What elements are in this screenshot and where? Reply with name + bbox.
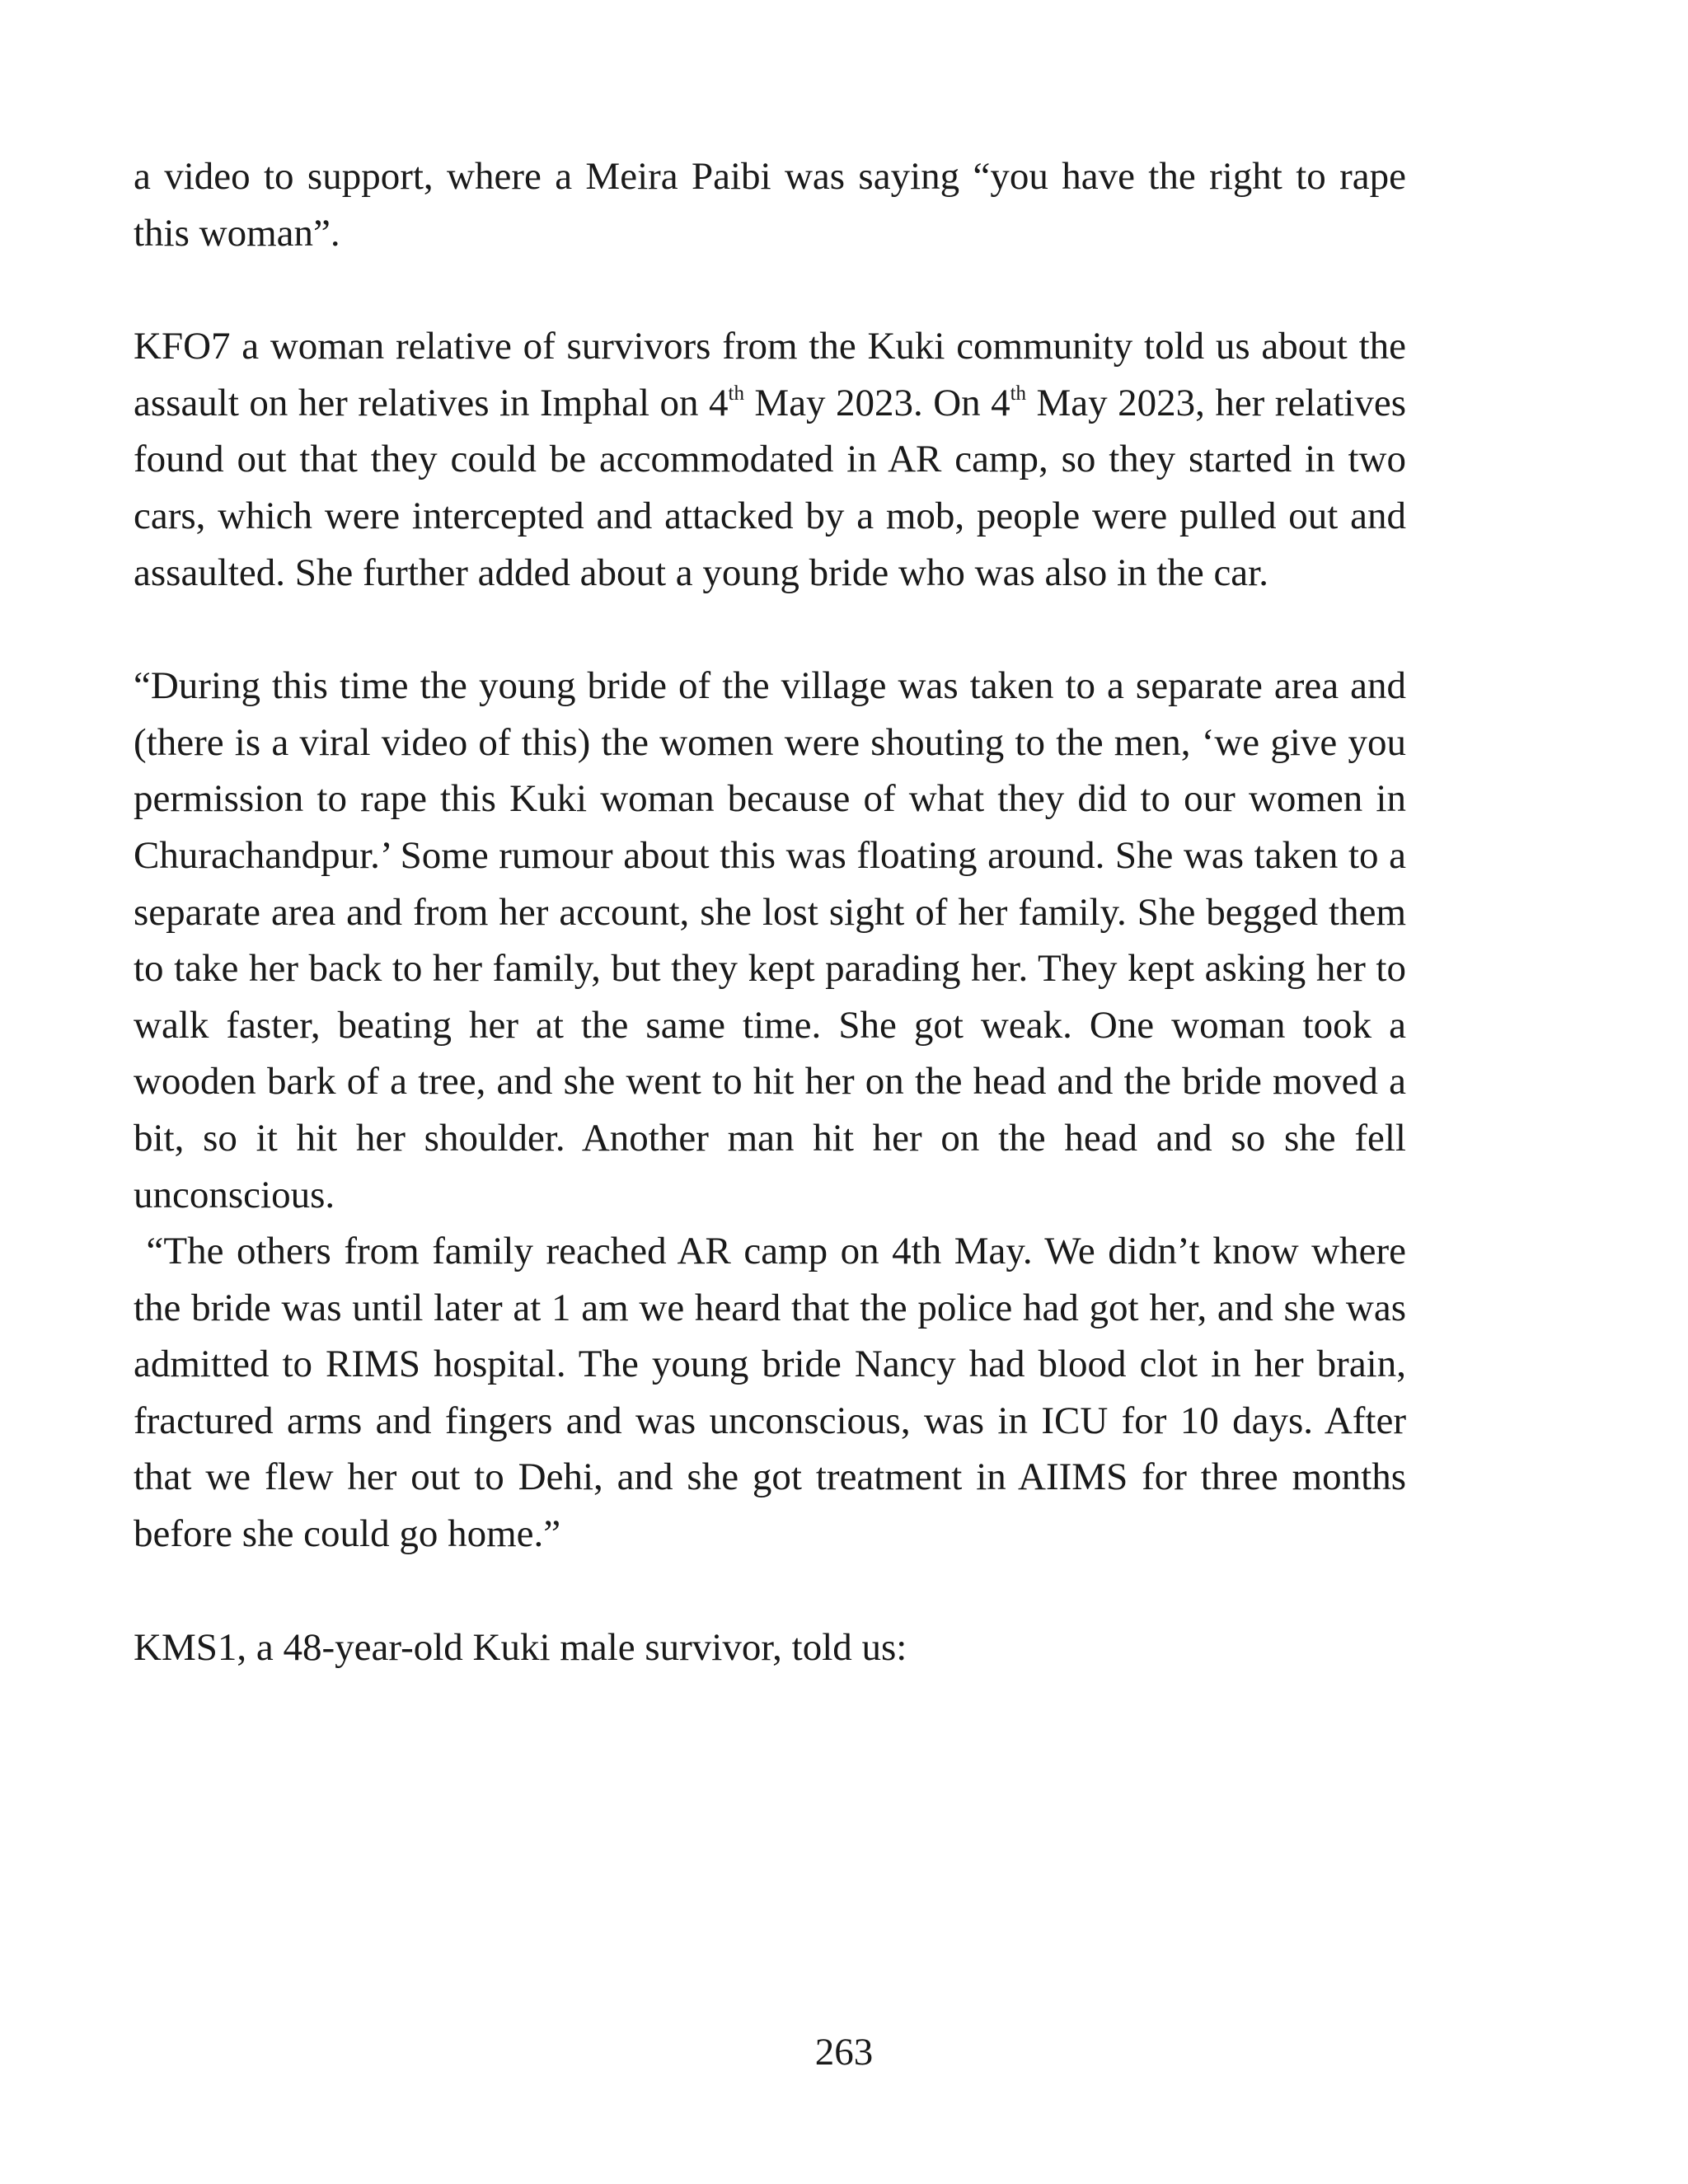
paragraph-2 [134, 318, 1406, 601]
paragraph-spacer [134, 601, 1406, 658]
ordinal-superscript: th [1010, 382, 1027, 405]
ordinal-superscript: th [728, 382, 744, 405]
paragraph-1: a video to support, where a Meira Paibi was saying “you have the right to rape this woman”. [134, 155, 1406, 255]
paragraph-2-text-a: KFO7 a woman relative of survivors from the Kuki community told us about the assault on her relatives in Imphal on 4 [134, 325, 1406, 424]
paragraph-5: KMS1, a 48-year-old Kuki male survivor, told us: [134, 1625, 907, 1669]
paragraph-4: “The others from family reached AR camp on 4th May. We didn’t know where the bride was until later at 1 am we heard that the police had got her, and she was admitted to RIMS hospital. The young bride Nancy had blood clot in her brain, fractured arms and fingers and was unconscious, was in ICU for 10 days. After that we flew her out to Dehi, and she got treatment in AIIMS for three months before she could go home.” [134, 1230, 1416, 1556]
paragraph-2-text-c: May 2023, her relatives found out that they could be accommodated in AR camp, so they started in two cars, which were intercepted and attacked by a mob, people were pulled out and assaulted. She further added about a young bride who was also in the car. [134, 381, 1406, 594]
paragraph-spacer [134, 261, 1406, 318]
page-number: 263 [814, 2031, 874, 2074]
paragraph-3: “During this time the young bride of the village was taken to a separate area and (there is a viral video of this) the women were shouting to the men, ‘we give you permission to rape this Kuki woman because of what they did to our women in Churachandpur.’ Some rumour about this was floating around. She was taken to a separate area and from her account, she lost sight of her family. She begged them to take her back to her family, but they kept parading her. They kept asking her to walk faster, beating her at the same time. She got weak. One woman took a wooden bark of a tree, and she went to hit her on the head and the bride moved a bit, so it hit her shoulder. Another man hit her on the head and so she fell unconscious. [134, 664, 1406, 1216]
paragraph-2-text-b: May 2023. On 4 [743, 381, 1010, 424]
paragraph-spacer [134, 1563, 1406, 1619]
page-body [134, 148, 1416, 1675]
